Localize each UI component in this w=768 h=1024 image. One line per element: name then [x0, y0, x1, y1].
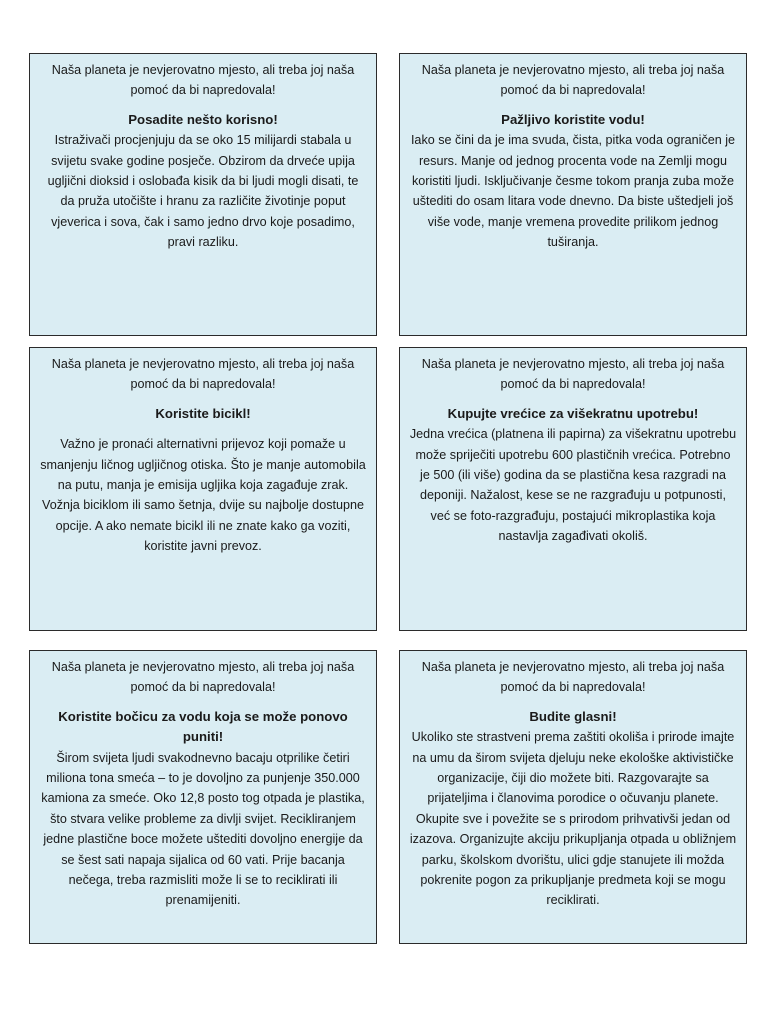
card-title: Koristite bicikl! — [155, 405, 251, 421]
card-save-water — [399, 53, 747, 336]
card-title: Posadite nešto korisno! — [128, 111, 278, 127]
card-use-bicycle — [29, 347, 377, 631]
card-body: Iako se čini da je ima svuda, čista, pitka voda ograničen je resurs. Manje od jednog procenta vode na Zemlji mogu koristiti ljudi. Isključivanje česme tokom pranja zuba može uštediti do osam litara vode dnevno. Da biste uštedjeli još više vode, manje vremena provedite prilikom jednog tuširanja. — [410, 133, 736, 250]
card-reusable-bags — [399, 347, 747, 631]
card-plant-trees — [29, 53, 377, 336]
card-title: Pažljivo koristite vodu! — [501, 111, 645, 127]
card-intro: Naša planeta je nevjerovatno mjesto, ali treba joj naša pomoć da bi napredovala! — [421, 357, 725, 392]
card-intro: Naša planeta je nevjerovatno mjesto, ali treba joj naša pomoć da bi napredovala! — [51, 63, 355, 98]
card-intro: Naša planeta je nevjerovatno mjesto, ali treba joj naša pomoć da bi napredovala! — [421, 63, 725, 98]
card-intro: Naša planeta je nevjerovatno mjesto, ali treba joj naša pomoć da bi napredovala! — [421, 660, 725, 695]
card-body: Istraživači procjenjuju da se oko 15 milijardi stabala u svijetu svake godine posječe. Obzirom da drveće upija ugljični dioksid i oslobađa kisik da bi ljudi mogli disati, te da pruža utočište i hranu za različite životinje poput vjeverica i sova, čak i samo jedno drvo koje posadimo, pravi razliku. — [47, 133, 359, 250]
card-be-loud — [399, 650, 747, 944]
card-body: Jedna vrećica (platnena ili papirna) za višekratnu upotrebu može spriječiti upotrebu 600 plastičnih vrećica. Potrebno je 500 (ili više) godina da se plastična kesa razgradi na deponiji. Nažalost, kese se ne razgrađuju u potpunosti, već se foto-razgrađuju, postajući mikroplastika koja nastavlja zagađivati okoliš. — [409, 427, 737, 544]
card-body: Važno je pronaći alternativni prijevoz koji pomaže u smanjenju ličnog ugljičnog otiska. Što je manje automobila na putu, manja je emisija ugljika koja zagađuje zrak. Vožnja biciklom ili samo šetnja, dvije su najbolje dostupne opcije. A ako nemate bicikl ili ne znate kako ga voziti, koristite javni prevoz. — [40, 437, 366, 554]
card-intro: Naša planeta je nevjerovatno mjesto, ali treba joj naša pomoć da bi napredovala! — [51, 357, 355, 392]
card-title: Koristite bočicu za vodu koja se može ponovo puniti! — [58, 708, 348, 745]
card-intro: Naša planeta je nevjerovatno mjesto, ali treba joj naša pomoć da bi napredovala! — [51, 660, 355, 695]
card-title: Budite glasni! — [529, 708, 617, 724]
card-body: Ukoliko ste strastveni prema zaštiti okoliša i prirode imajte na umu da širom svijeta djeluju neke ekološke aktivističke organizacije, čiji dio možete biti. Razgovarajte sa prijateljima i članovima porodice o očuvanju planete. Okupite sve i povežite se s prirodom prihvativši jedan od izazova. Organizujte akciju prikupljanja otpada u obližnjem parku, školskom dvorištu, ulici gdje stanujete ili možda pokrenite pogon za prikupljanje predmeta koji se mogu reciklirati. — [409, 730, 737, 908]
card-body: Širom svijeta ljudi svakodnevno bacaju otprilike četiri miliona tona smeća – to je dovoljno za punjenje 350.000 kamiona za smeće. Oko 12,8 posto tog otpada je plastika, što stvara velike probleme za divlji svijet. Recikliranjem jedne plastične boce možete uštediti dovoljno energije da se šest sati napaja sijalica od 60 vati. Prije bacanja nečega, treba razmisliti može li se to reciklirati ili prenamijeniti. — [41, 750, 365, 908]
card-reusable-bottle — [29, 650, 377, 944]
card-title: Kupujte vrećice za višekratnu upotrebu! — [447, 405, 699, 421]
